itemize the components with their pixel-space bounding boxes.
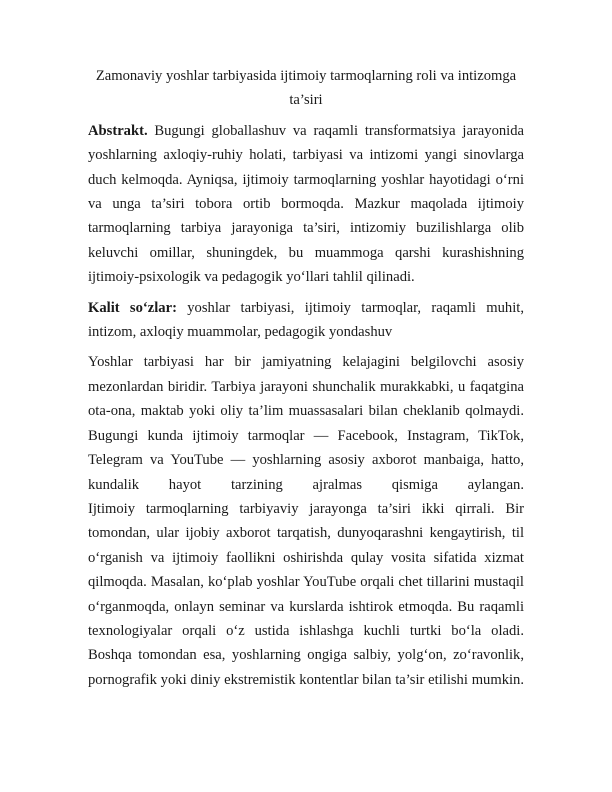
- title-line-1: Zamonaviy yoshlar tarbiyasida ijtimoiy tarmoqlarning roli va intizomga: [95, 68, 517, 84]
- document-page: [88, 64, 524, 692]
- abstract-paragraph: [88, 119, 524, 290]
- body-paragraph-1: Yoshlar tarbiyasi har bir jamiyatning kelajagini belgilovchi asosiy mezonlardan biridir. Tarbiya jarayoni shunchalik murakkabki, u faqatgina ota-ona, maktab yoki oliy ta’lim muassasalari bilan cheklanib qolmaydi. Bugungi kunda ijtimoiy tarmoqlar — Facebook, Instagram, TikTok, Telegram va YouTube — yoshlarning asosiy axborot manbaiga, hatto, kundalik hayot tarzining ajralmas qismiga aylangan.: [88, 354, 524, 493]
- document-title: [88, 64, 524, 113]
- abstract-text: Bugungi globallashuv va raqamli transformatsiya jarayonida yoshlarning axloqiy-ruhiy holati, tarbiyasi va intizomi yangi sinovlarga duch kelmoqda. Ayniqsa, ijtimoiy tarmoqlarning yoshlar hayotidagi o‘rni va unga ta’siri tobora ortib bormoqda. Mazkur maqolada ijtimoiy tarmoqlarning tarbiya jarayoniga ta’siri, intizomiy buzilishlarga olib keluvchi omillar, shuningdek, bu muammoga qarshi kurashishning ijtimoiy-psixologik va pedagogik yo‘llari tahlil qilinadi.: [88, 122, 524, 286]
- abstract-label: Abstrakt.: [88, 122, 148, 139]
- keywords-label: Kalit so‘zlar:: [88, 299, 177, 316]
- keywords-paragraph: [88, 296, 524, 345]
- body-paragraph-2: Ijtimoiy tarmoqlarning tarbiyaviy jarayonga ta’siri ikki qirrali. Bir tomondan, ular ijobiy axborot tarqatish, dunyoqarashni kengaytirish, til o‘rganish va ijtimoiy faollikni oshirishda qulay vosita sifatida xizmat qilmoqda. Masalan, ko‘plab yoshlar YouTube orqali chet tillarini mustaqil o‘rganmoqda, onlayn seminar va kurslarda ishtirok etmoqda. Bu raqamli texnologiyalar orqali o‘z ustida ishlashga kuchli turtki bo‘la oladi.: [88, 500, 524, 639]
- keywords-text: yoshlar tarbiyasi, ijtimoiy tarmoqlar, raqamli muhit, intizom, axloqiy muammolar, pedagogik yondashuv: [88, 299, 524, 341]
- body-paragraph-3: Boshqa tomondan esa, yoshlarning ongiga salbiy, yolg‘on, zo‘ravonlik, pornografik yoki diniy ekstremistik kontentlar bilan ta’sir etilishi mumkin.: [88, 647, 524, 688]
- title-line-2: ta’siri: [289, 92, 323, 109]
